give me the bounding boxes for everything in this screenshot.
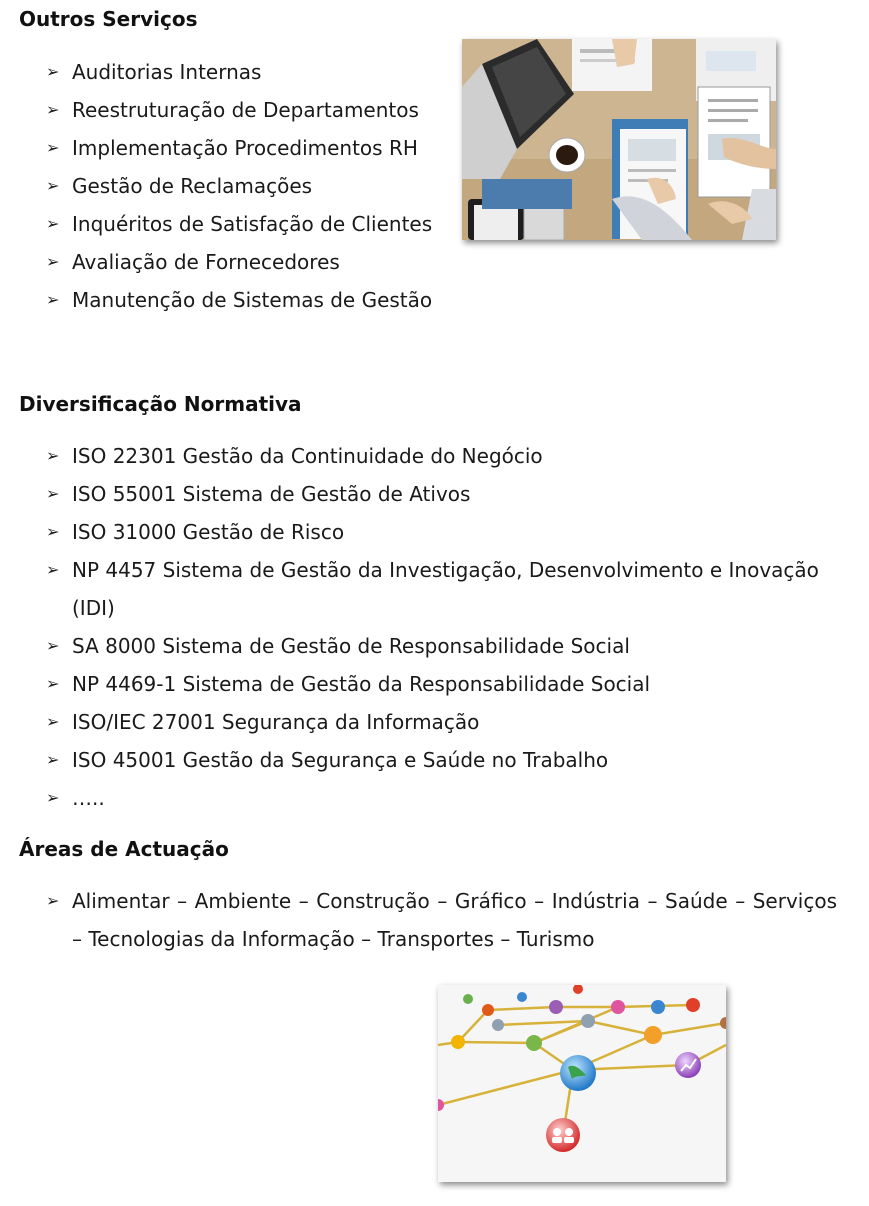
list-item: ➢ Auditorias Internas [0,53,432,91]
list-areas-de-actuacao [0,882,837,958]
list-item: ➢ Avaliação de Fornecedores [0,243,432,281]
list-item: ➢ SA 8000 Sistema de Gestão de Responsabilidade Social [0,627,842,665]
list-item: ➢ ….. [0,779,842,817]
network-connections-image [438,985,726,1182]
list-item: ➢ ISO 55001 Sistema de Gestão de Ativos [0,475,842,513]
list-outros-servicos [0,53,432,319]
heading-areas-de-actuacao: Áreas de Actuação [19,837,229,861]
heading-diversificacao-normativa: Diversificação Normativa [19,392,302,416]
list-item: ➢ Alimentar – Ambiente – Construção – Gráfico – Indústria – Saúde – Serviços – Tecnologias da Informação – Transportes – Turismo [0,882,837,958]
list-item: ➢ ISO 31000 Gestão de Risco [0,513,842,551]
list-item: ➢ Reestruturação de Departamentos [0,91,432,129]
list-item: ➢ Manutenção de Sistemas de Gestão [0,281,432,319]
list-item: ➢ Implementação Procedimentos RH [0,129,432,167]
list-item: ➢ ISO 45001 Gestão da Segurança e Saúde no Trabalho [0,741,842,779]
list-item: ➢ NP 4469-1 Sistema de Gestão da Responsabilidade Social [0,665,842,703]
list-item: ➢ Inquéritos de Satisfação de Clientes [0,205,432,243]
list-item: ➢ NP 4457 Sistema de Gestão da Investigação, Desenvolvimento e Inovação (IDI) [0,551,842,627]
office-desk-photo [462,39,776,240]
list-item: ➢ ISO 22301 Gestão da Continuidade do Negócio [0,437,842,475]
heading-outros-servicos: Outros Serviços [19,7,198,31]
list-diversificacao-normativa [0,437,842,817]
list-item: ➢ Gestão de Reclamações [0,167,432,205]
list-item: ➢ ISO/IEC 27001 Segurança da Informação [0,703,842,741]
